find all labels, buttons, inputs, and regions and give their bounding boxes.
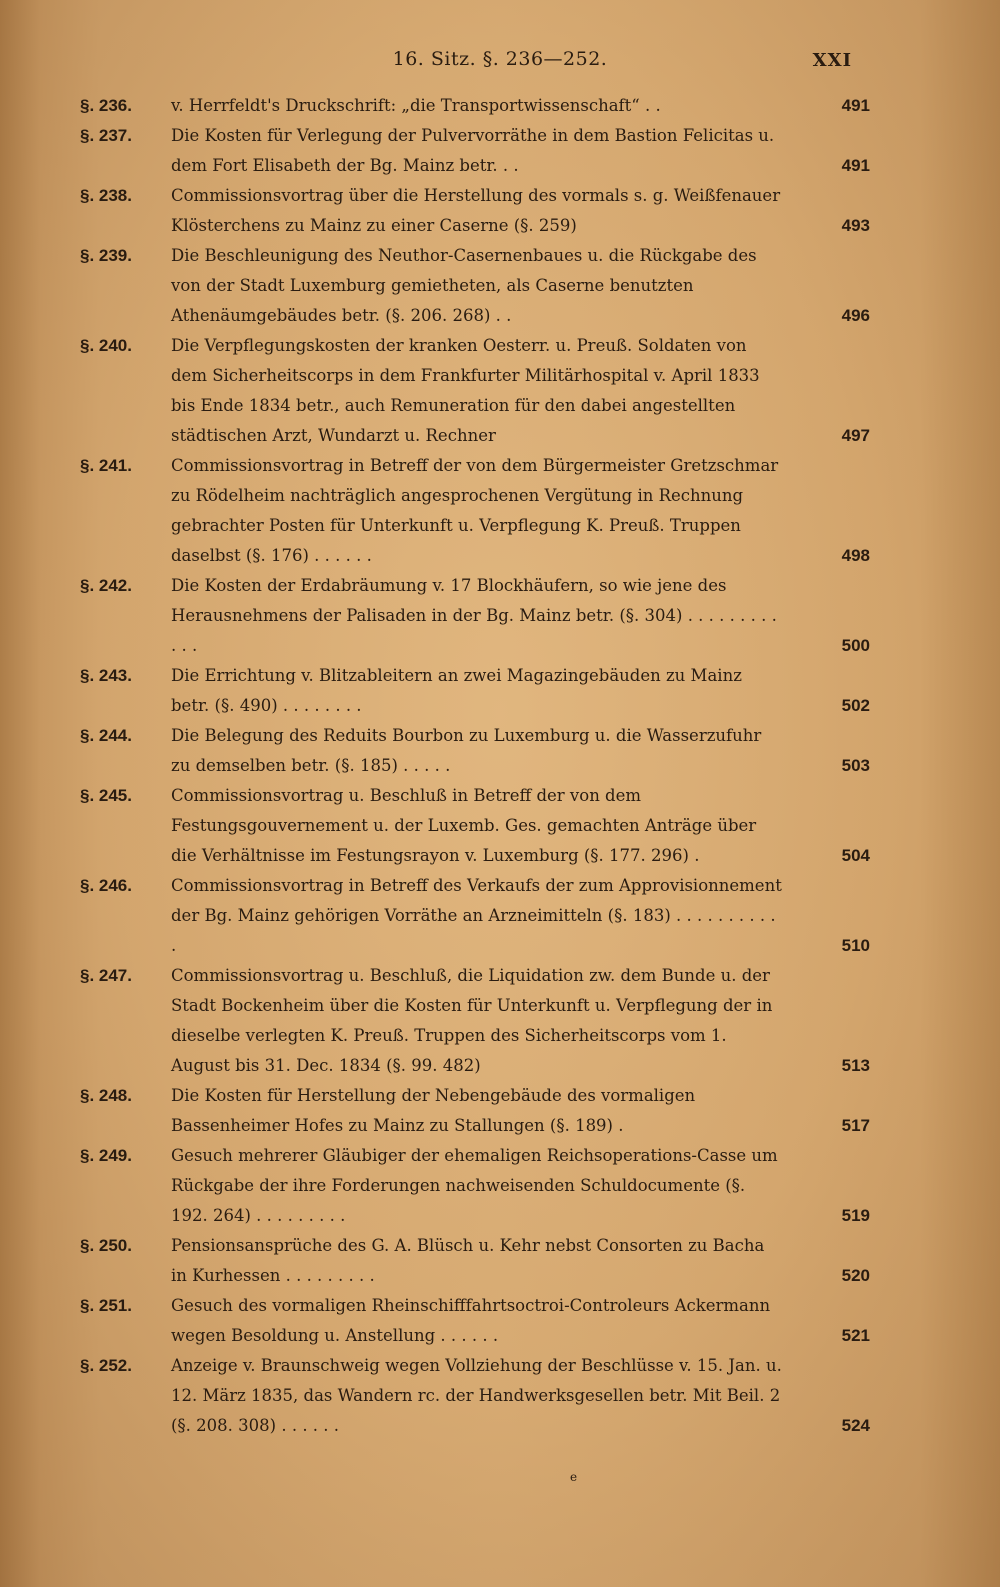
toc-entry [0, 781, 1000, 871]
section-number: §. 237. [80, 126, 132, 145]
toc-entry [0, 451, 1000, 571]
entry-page-number: 497 [841, 426, 870, 445]
page-number: XXI [812, 50, 852, 71]
section-number: §. 251. [80, 1296, 132, 1315]
toc-entry [0, 121, 1000, 181]
entry-page-number: 491 [841, 156, 870, 175]
section-number: §. 247. [80, 966, 132, 985]
toc-entry [0, 91, 1000, 121]
entry-page-number: 524 [841, 1416, 870, 1435]
running-title: 16. Sitz. §. 236—252. [392, 48, 608, 70]
entry-page-number: 519 [841, 1206, 870, 1225]
toc-entry [0, 661, 1000, 721]
toc-entry [0, 961, 1000, 1081]
entry-title: Commissionsvortrag u. Beschluß, die Liquidation zw. dem Bunde u. der Stadt Bockenheim über die Kosten für Unterkunft u. Verpflegung der in dieselbe verlegten K. Preuß. Truppen des Sicherheitscorps vom 1. August bis 31. Dec. 1834 (§. 99. 482) [171, 966, 773, 1075]
section-number: §. 238. [80, 186, 132, 205]
section-number: §. 239. [80, 246, 132, 265]
entry-title: Die Kosten für Verlegung der Pulvervorräthe in dem Bastion Felicitas u. dem Fort Elisabeth der Bg. Mainz betr. . . [171, 126, 775, 175]
toc-entry [0, 721, 1000, 781]
entry-title: Anzeige v. Braunschweig wegen Vollziehung der Beschlüsse v. 15. Jan. u. 12. März 1835, das Wandern rc. der Handwerksgesellen betr. Mit Beil. 2 (§. 208. 308) . . . . . . [171, 1356, 782, 1435]
section-number: §. 246. [80, 876, 132, 895]
toc-entry [0, 1081, 1000, 1141]
entry-title: Gesuch mehrerer Gläubiger der ehemaligen Reichsoperations-Casse um Rückgabe der ihre Forderungen nachweisenden Schuldocumente (§. 192. 264) . . . . . . . . . [171, 1146, 778, 1225]
page-header [0, 44, 1000, 84]
toc-entry [0, 1351, 1000, 1441]
section-number: §. 249. [80, 1146, 132, 1165]
entry-title: Commissionsvortrag über die Herstellung des vormals s. g. Weißfenauer Klösterchens zu Mainz zu einer Caserne (§. 259) [171, 186, 781, 235]
entry-title: Die Beschleunigung des Neuthor-Casernenbaues u. die Rückgabe des von der Stadt Luxemburg gemietheten, als Caserne benutzten Athenäumgebäudes betr. (§. 206. 268) . . [171, 246, 757, 325]
section-number: §. 242. [80, 576, 132, 595]
toc-entry [0, 241, 1000, 331]
entry-title: Commissionsvortrag u. Beschluß in Betreff der von dem Festungsgouvernement u. der Luxemb. Ges. gemachten Anträge über die Verhältnisse im Festungsrayon v. Luxemburg (§. 177. 296) . [171, 786, 757, 865]
entry-page-number: 491 [841, 96, 870, 115]
entry-page-number: 493 [841, 216, 870, 235]
section-number: §. 243. [80, 666, 132, 685]
entry-page-number: 517 [841, 1116, 870, 1135]
entry-title: Die Verpflegungskosten der kranken Oesterr. u. Preuß. Soldaten von dem Sicherheitscorps in dem Frankfurter Militärhospital v. April 1833 bis Ende 1834 betr., auch Remuneration für den dabei angestellten städtischen Arzt, Wundarzt u. Rechner [171, 336, 760, 445]
entry-title: v. Herrfeldt's Druckschrift: „die Transportwissenschaft“ . . [171, 96, 661, 115]
section-number: §. 241. [80, 456, 132, 475]
entry-title: Die Kosten für Herstellung der Nebengebäude des vormaligen Bassenheimer Hofes zu Mainz zu Stallungen (§. 189) . [171, 1086, 696, 1135]
section-number: §. 245. [80, 786, 132, 805]
entry-page-number: 504 [841, 846, 870, 865]
signature-mark: e [570, 1470, 578, 1484]
entry-page-number: 521 [841, 1326, 870, 1345]
toc-entry [0, 181, 1000, 241]
entry-title: Pensionsansprüche des G. A. Blüsch u. Kehr nebst Consorten zu Bacha in Kurhessen . . . . . . . . . [171, 1236, 765, 1285]
section-number: §. 252. [80, 1356, 132, 1375]
section-number: §. 248. [80, 1086, 132, 1105]
toc-entry [0, 871, 1000, 961]
entry-page-number: 510 [841, 936, 870, 955]
entry-page-number: 520 [841, 1266, 870, 1285]
toc-entry [0, 331, 1000, 451]
section-number: §. 250. [80, 1236, 132, 1255]
section-number: §. 244. [80, 726, 132, 745]
toc-entry [0, 571, 1000, 661]
entry-title: Die Errichtung v. Blitzableitern an zwei Magazingebäuden zu Mainz betr. (§. 490) . . . . . . . . [171, 666, 742, 715]
toc-entry [0, 1231, 1000, 1291]
section-number: §. 240. [80, 336, 132, 355]
entry-page-number: 513 [841, 1056, 870, 1075]
table-of-contents [0, 91, 1000, 1441]
entry-title: Die Kosten der Erdabräumung v. 17 Blockhäufern, so wie jene des Herausnehmens der Palisaden in der Bg. Mainz betr. (§. 304) . . . . . . . . . . . . [171, 576, 777, 655]
entry-page-number: 500 [841, 636, 870, 655]
entry-title: Die Belegung des Reduits Bourbon zu Luxemburg u. die Wasserzufuhr zu demselben betr. (§. 185) . . . . . [171, 726, 762, 775]
entry-title: Gesuch des vormaligen Rheinschifffahrtsoctroi-Controleurs Ackermann wegen Besoldung u. Anstellung . . . . . . [171, 1296, 771, 1345]
entry-title: Commissionsvortrag in Betreff der von dem Bürgermeister Gretzschmar zu Rödelheim nachträglich angesprochenen Vergütung in Rechnung gebrachter Posten für Unterkunft u. Verpflegung K. Preuß. Truppen daselbst (§. 176) . . . . . . [171, 456, 779, 565]
section-number: §. 236. [80, 96, 132, 115]
toc-entry [0, 1291, 1000, 1351]
entry-page-number: 498 [841, 546, 870, 565]
entry-title: Commissionsvortrag in Betreff des Verkaufs der zum Approvisionnement der Bg. Mainz gehörigen Vorräthe an Arzneimitteln (§. 183) . . . . . . . . . . . [171, 876, 782, 955]
entry-page-number: 502 [841, 696, 870, 715]
toc-entry [0, 1141, 1000, 1231]
entry-page-number: 496 [841, 306, 870, 325]
entry-page-number: 503 [841, 756, 870, 775]
